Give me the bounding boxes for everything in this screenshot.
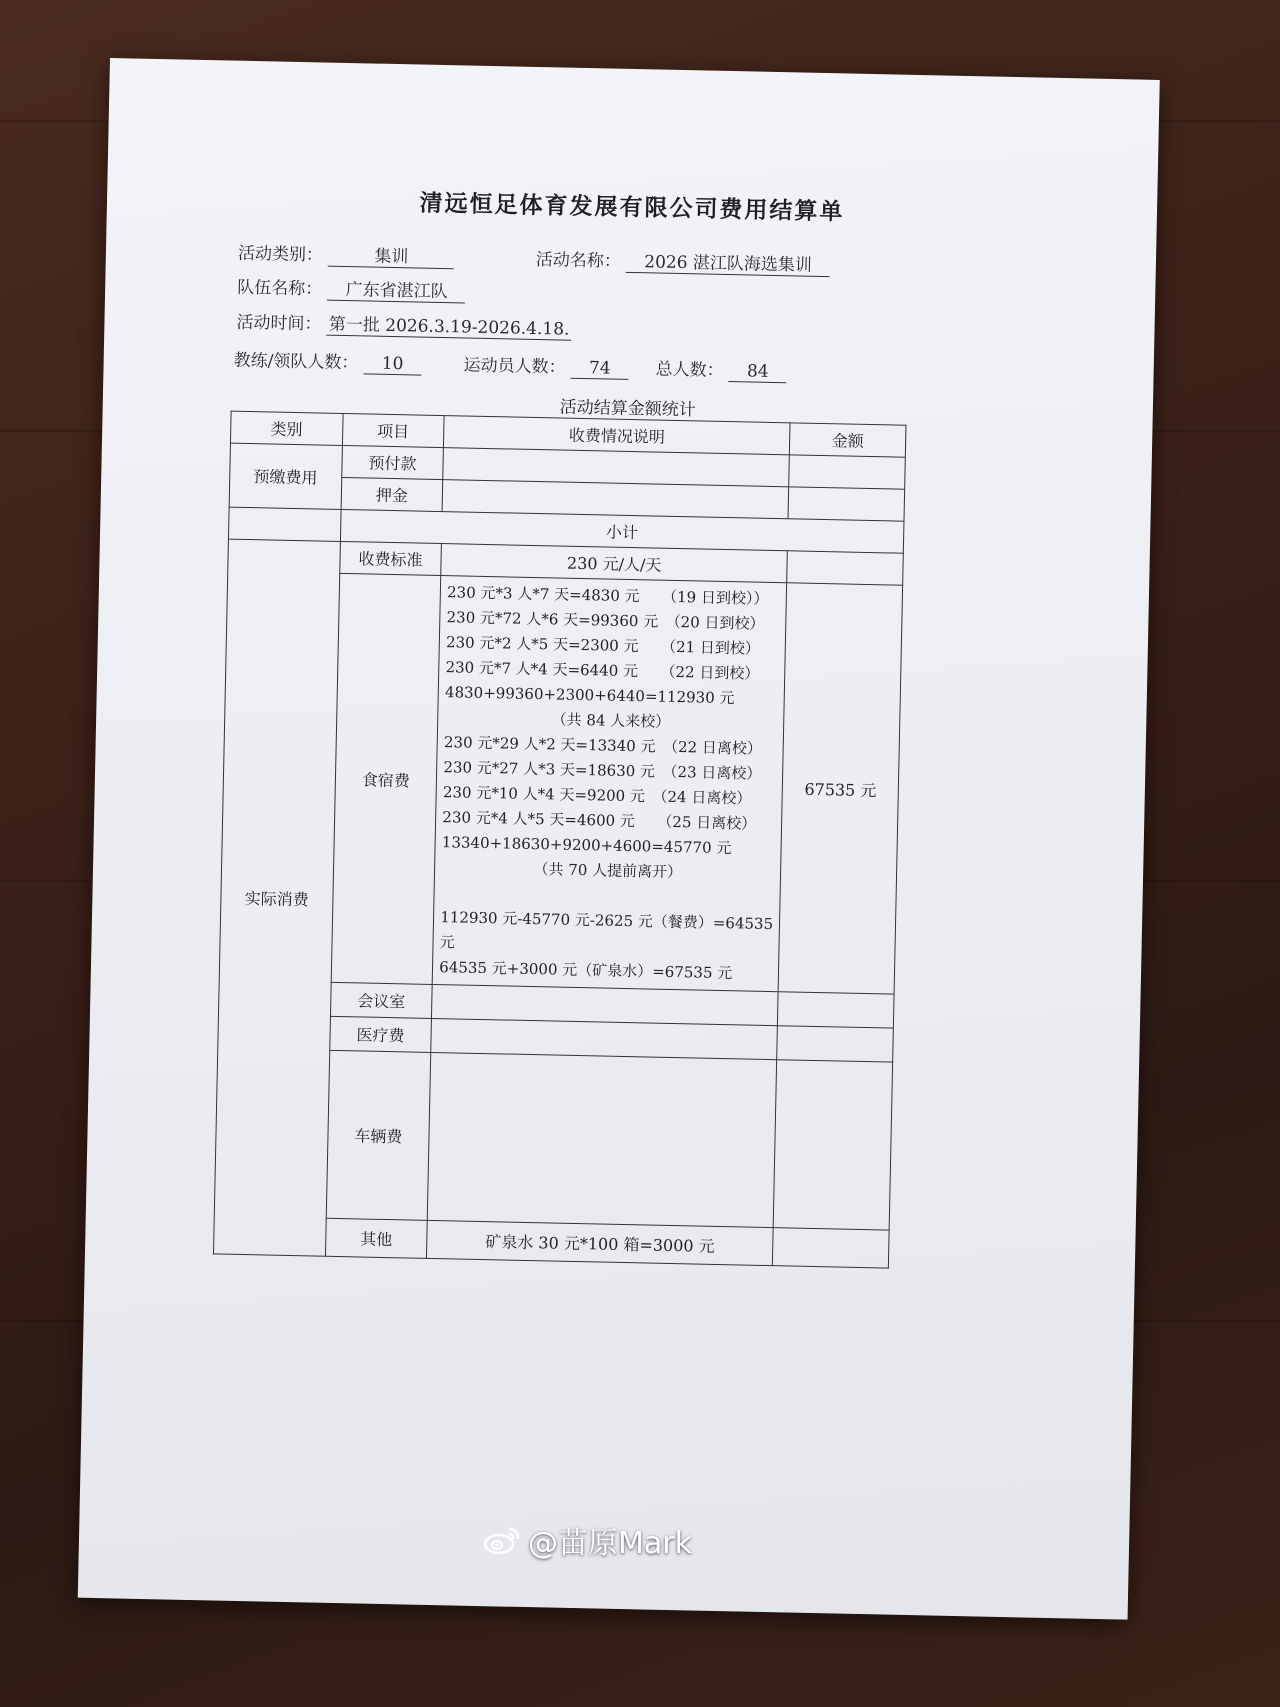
- medical-label: 医疗费: [329, 1016, 431, 1052]
- meeting-room-label: 会议室: [330, 982, 432, 1018]
- lodging-line: （共 84 人来校）: [551, 710, 671, 731]
- lodging-line: 230 元*27 人*3 天=18630 元 （23 日离校）: [443, 758, 762, 783]
- vehicle-amount-cell: [773, 1060, 892, 1230]
- lodging-line: 64535 元+3000 元（矿泉水）=67535 元: [439, 958, 733, 983]
- document-title: 清远恒足体育发展有限公司费用结算单: [419, 189, 845, 226]
- fee-standard-value: 230 元/人/天: [441, 544, 788, 583]
- activity-type-field: [238, 239, 455, 270]
- team-name-field: [237, 273, 466, 304]
- total-count-value: 84: [729, 361, 787, 383]
- medical-amount-cell: [777, 1026, 893, 1062]
- coach-count-field: [233, 346, 421, 376]
- deposit-amount-cell: [788, 487, 904, 521]
- fee-standard-label: 收费标准: [339, 541, 441, 575]
- actual-category: 实际消费: [213, 539, 340, 1256]
- activity-type-label: 活动类别：: [237, 243, 324, 266]
- other-detail: 矿泉水 30 元*100 箱=3000 元: [427, 1220, 774, 1265]
- athlete-count-value: 74: [571, 358, 629, 380]
- lodging-amount: 67535 元: [778, 583, 902, 994]
- activity-time-field: [236, 308, 571, 341]
- team-name-label: 队伍名称：: [237, 277, 323, 300]
- fee-standard-amount-cell: [787, 551, 903, 585]
- header-amount: 金额: [790, 423, 906, 457]
- total-count-field: [655, 354, 787, 383]
- prepaid-amount-cell: [789, 455, 905, 489]
- activity-name-label: 活动名称：: [535, 249, 622, 272]
- watermark-text: @苗原Mark: [528, 1526, 692, 1561]
- activity-name-value: 2026 湛江队海选集训: [626, 247, 830, 277]
- activity-name-field: [536, 245, 831, 277]
- settlement-sheet: [78, 58, 1160, 1620]
- weibo-watermark: [482, 1518, 692, 1562]
- prepaid-category: 预缴费用: [229, 443, 342, 509]
- athlete-count-label: 运动员人数：: [463, 355, 566, 378]
- activity-time-value: 第一批 2026.3.19-2026.4.18.: [327, 310, 572, 341]
- meeting-room-amount-cell: [778, 992, 894, 1028]
- lodging-line: 4830+99360+2300+6440=112930 元: [444, 683, 735, 708]
- team-name-value: 广东省湛江队: [327, 275, 466, 304]
- fee-table: [213, 411, 907, 1269]
- lodging-detail: [432, 576, 786, 992]
- lodging-line: 230 元*3 人*7 天=4830 元 （19 日到校））: [446, 583, 769, 608]
- other-label: 其他: [325, 1218, 427, 1258]
- vehicle-label: 车辆费: [326, 1050, 431, 1220]
- athlete-count-field: [463, 350, 629, 379]
- other-amount-cell: [773, 1228, 890, 1268]
- coach-count-label: 教练/领队人数：: [233, 350, 359, 374]
- lodging-label: 食宿费: [331, 573, 441, 984]
- lodging-line: 230 元*72 人*6 天=99360 元 （20 日到校）: [446, 608, 765, 633]
- lodging-line: 230 元*4 人*5 天=4600 元 （25 日离校）: [442, 808, 757, 833]
- vehicle-desc-cell: [427, 1052, 776, 1227]
- prepaid-blank-cell: [228, 507, 340, 541]
- weibo-logo-icon: [482, 1525, 522, 1555]
- subtotal-label: 小计: [340, 509, 904, 553]
- lodging-line: （共 70 人提前离开）: [533, 860, 683, 882]
- prepaid-item: 预付款: [341, 445, 443, 479]
- lodging-line: 112930 元-45770 元-2625 元（餐费）=64535: [440, 908, 774, 934]
- header-item: 项目: [342, 413, 444, 447]
- lodging-line: 元: [439, 933, 455, 952]
- lodging-line: 13340+18630+9200+4600=45770 元: [441, 833, 732, 858]
- deposit-item: 押金: [341, 477, 443, 511]
- coach-count-value: 10: [364, 353, 422, 375]
- lodging-line: 230 元*29 人*2 天=13340 元 （22 日离校）: [443, 733, 763, 758]
- activity-type-value: 集训: [328, 241, 455, 270]
- table-title: 活动结算金额统计: [559, 397, 696, 421]
- header-description: 收费情况说明: [444, 416, 791, 455]
- lodging-line: 230 元*10 人*4 天=9200 元 （24 日离校）: [442, 783, 752, 808]
- activity-time-label: 活动时间：: [236, 312, 322, 335]
- lodging-line: 230 元*2 人*5 天=2300 元 （21 日到校）: [445, 633, 761, 658]
- header-category: 类别: [230, 411, 342, 445]
- total-count-label: 总人数：: [655, 359, 724, 381]
- lodging-line: 230 元*7 人*4 天=6440 元 （22 日到校）: [445, 658, 760, 683]
